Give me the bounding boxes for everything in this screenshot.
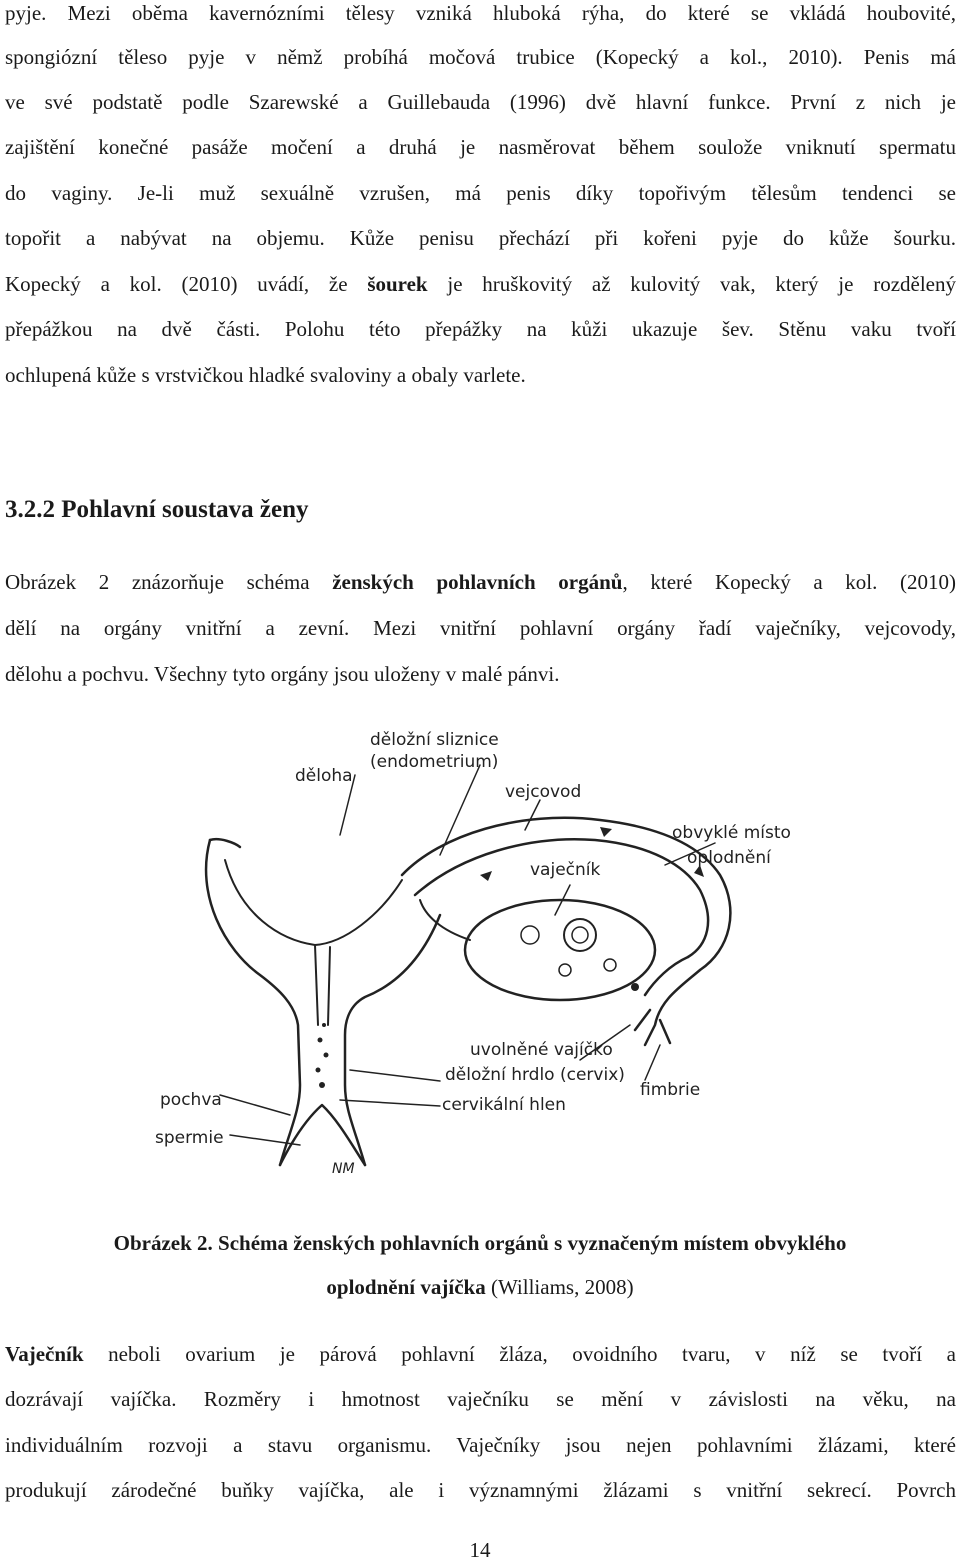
body-text-line: dozrávají vajíčka. Rozměry i hmotnost vaječníku se mění v závislosti na věku, na — [5, 1387, 956, 1411]
body-text-line: Vaječník neboli ovarium je párová pohlavní žláza, ovoidního tvaru, v níž se tvoří a — [5, 1342, 956, 1366]
fimbriae-outline — [635, 957, 700, 1045]
label-released-egg: uvolněné vajíčko — [470, 1040, 613, 1060]
term-bold: šourek — [367, 272, 428, 296]
uterine-cavity — [225, 860, 402, 945]
section-heading: 3.2.2 Pohlavní soustava ženy — [5, 496, 309, 523]
body-text-line: individuálním rozvoji a stavu organismu. Vaječníky jsou nejen pohlavními žlázami, které — [5, 1433, 956, 1457]
body-text-line: ve své podstatě podle Szarewské a Guillebauda (1996) dvě hlavní funkce. První z nich je — [5, 90, 956, 114]
body-text-line: Kopecký a kol. (2010) uvádí, že šourek je hruškovitý až kulovitý vak, který je rozdělený — [5, 272, 956, 296]
term-bold: ženských pohlavních orgánů — [332, 570, 623, 594]
body-text-line: přepážkou na dvě části. Polohu této přepážky na kůži ukazuje šev. Stěnu vaku tvoří — [5, 317, 956, 341]
body-text-line: topořit a nabývat na objemu. Kůže penisu přechází při kořeni pyje do kůže šourku. — [5, 226, 956, 250]
label-fertilization-site: obvyklé místo — [672, 823, 791, 843]
anatomy-figure — [140, 725, 840, 1185]
figure-signature: NM — [332, 1161, 355, 1177]
uterus-outline — [206, 840, 300, 1165]
vagina-outline — [280, 1105, 365, 1165]
label-cervix: děložní hrdlo (cervix) — [445, 1065, 625, 1085]
figure-caption: Obrázek 2. Schéma ženských pohlavních orgánů s vyznačeným místem obvyklého — [113, 1231, 847, 1255]
label-sperm: spermie — [155, 1128, 224, 1148]
label-uterus: děloha — [295, 766, 353, 786]
body-text-line: ochlupená kůže s vrstvičkou hladké svaloviny a obaly varlete. — [5, 363, 526, 387]
body-text-line: do vaginy. Je-li muž sexuálně vzrušen, má penis díky topořivým tělesům tendenci se — [5, 181, 956, 205]
ovary-outline — [465, 900, 655, 1000]
body-text-line: pyje. Mezi oběma kavernózními tělesy vzniká hluboká rýha, do které se vkládá houbovité, — [5, 1, 956, 25]
label-endometrium-latin: (endometrium) — [370, 752, 499, 772]
figure-caption-line2: oplodnění vajíčka (Williams, 2008) — [326, 1275, 634, 1299]
body-text-line: dělí na orgány vnitřní a zevní. Mezi vnitřní pohlavní orgány řadí vaječníky, vejcovody, — [5, 616, 956, 640]
body-text-line: produkují zárodečné buňky vajíčka, ale i významnými žlázami s vnitřní sekrecí. Povrch — [5, 1478, 956, 1502]
label-endometrium: děložní sliznice — [370, 730, 499, 750]
page-number: 14 — [469, 1538, 491, 1562]
body-text-line: Obrázek 2 znázorňuje schéma ženských pohlavních orgánů, které Kopecký a kol. (2010) — [5, 570, 956, 594]
body-text-line: dělohu a pochvu. Všechny tyto orgány jsou uloženy v malé pánvi. — [5, 662, 560, 686]
label-oviduct: vejcovod — [505, 782, 582, 802]
label-fertilization-site-2: oplodnění — [687, 848, 771, 868]
label-cervical-mucus: cervikální hlen — [442, 1095, 566, 1115]
body-text-line: zajištění konečné pasáže močení a druhá je nasměrovat během soulože vniknutí spermatu — [5, 135, 956, 159]
label-ovary: vaječník — [530, 860, 601, 880]
body-text-line: spongiózní těleso pyje v němž probíhá močová trubice (Kopecký a kol., 2010). Penis má — [5, 45, 956, 69]
label-fimbriae: fimbrie — [640, 1080, 701, 1100]
term-bold: Vaječník — [5, 1342, 84, 1366]
label-vagina: pochva — [160, 1090, 222, 1110]
